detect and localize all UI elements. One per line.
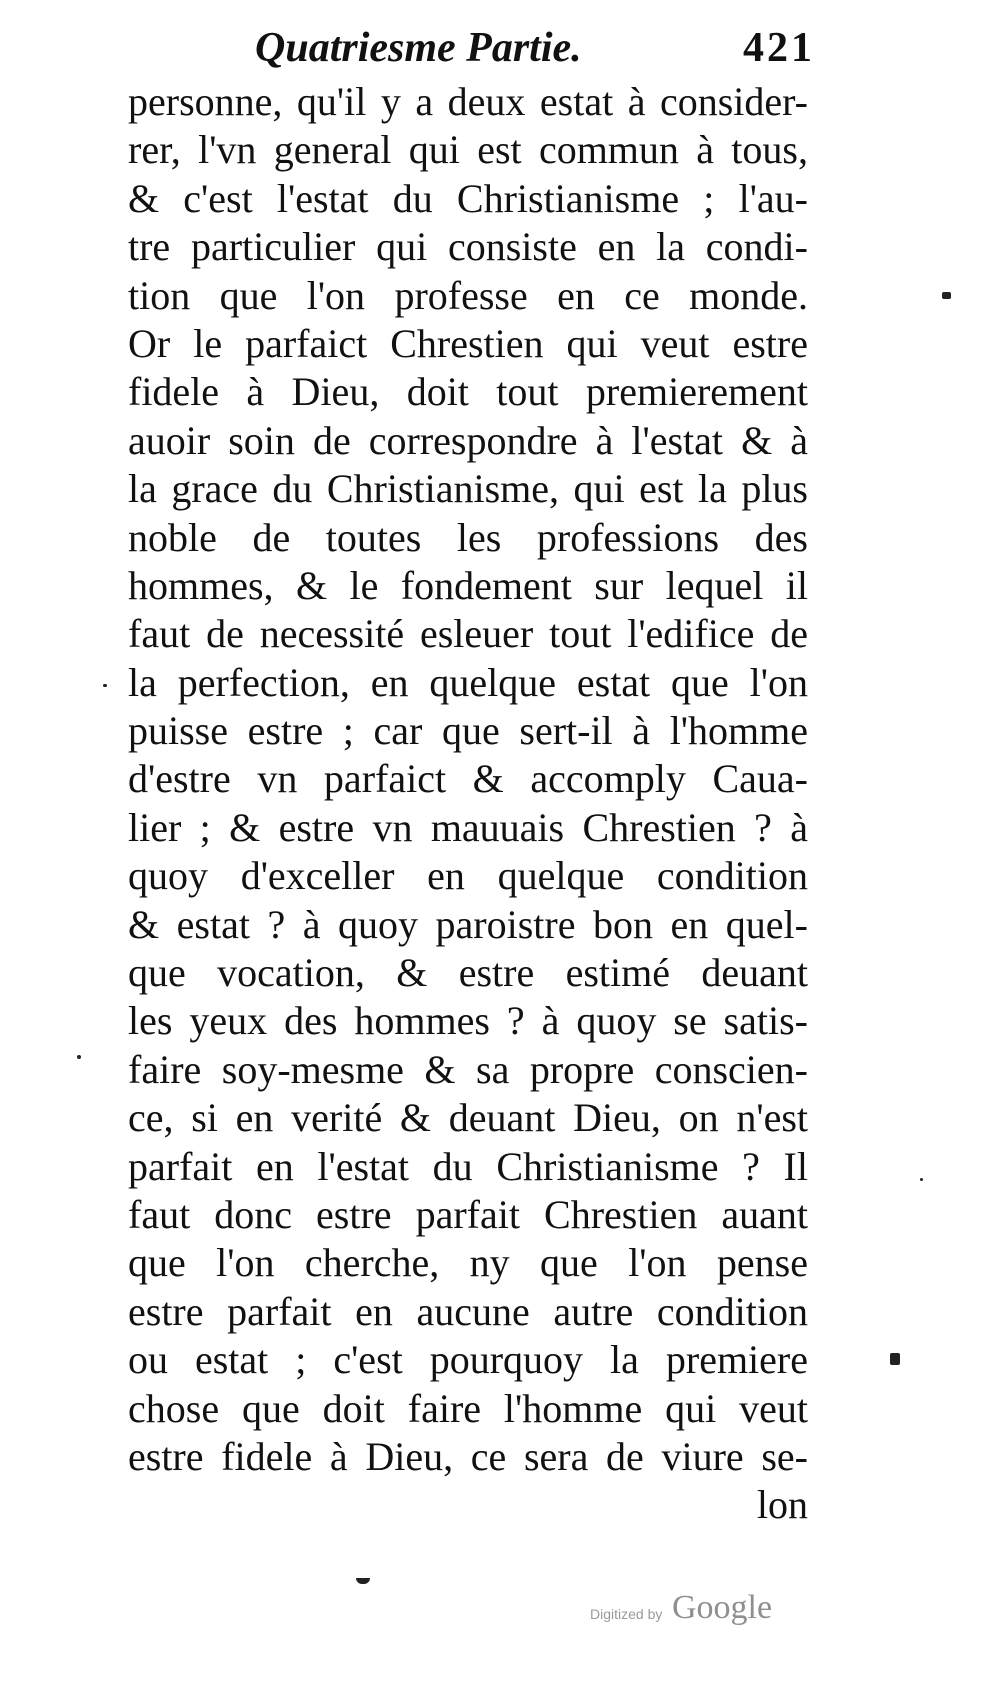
margin-speck	[890, 1353, 900, 1365]
text-line: puisse estre ; car que sert-il à l'homme	[128, 708, 808, 754]
text-line: parfait en l'estat du Christianisme ? Il	[128, 1143, 808, 1189]
text-line: tre particulier qui consiste en la condi-	[128, 224, 808, 270]
running-head-title: Quatriesme Partie.	[255, 25, 582, 71]
page-number: 421	[743, 25, 815, 71]
text-line: auoir soin de correspondre à l'estat & à	[128, 417, 808, 463]
text-line: que vocation, & estre estimé deuant	[128, 950, 808, 996]
text-line: & c'est l'estat du Christianisme ; l'au-	[128, 175, 808, 221]
text-line: hommes, & le fondement sur lequel il	[128, 562, 808, 608]
text-line: chose que doit faire l'homme qui veut	[128, 1385, 808, 1431]
text-line: faut de necessité esleuer tout l'edifice de	[128, 611, 808, 657]
catchword: lon	[756, 1482, 808, 1528]
text-line: lier ; & estre vn mauuais Chrestien ? à	[128, 804, 808, 850]
text-line: fidele à Dieu, doit tout premierement	[128, 369, 808, 415]
text-line: personne, qu'il y a deux estat à consider-	[128, 79, 808, 124]
text-line: ou estat ; c'est pourquoy la premiere	[128, 1337, 808, 1383]
text-line: estre fidele à Dieu, ce sera de viure se-	[128, 1433, 808, 1479]
digitized-by-label: Digitized by	[590, 1606, 663, 1622]
text-line: faut donc estre parfait Chrestien auant	[128, 1191, 808, 1237]
text-line: faire soy-mesme & sa propre conscien-	[128, 1046, 808, 1092]
text-line: la perfection, en quelque estat que l'on	[128, 659, 808, 705]
margin-speck	[77, 1055, 81, 1059]
text-line: rer, l'vn general qui est commun à tous,	[128, 127, 808, 173]
google-watermark	[590, 1588, 810, 1632]
text-line: Or le parfaict Chrestien qui veut estre	[128, 320, 808, 366]
text-line: les yeux des hommes ? à quoy se satis-	[128, 998, 808, 1044]
text-line: tion que l'on professe en ce monde.	[128, 272, 808, 318]
google-logo: Google	[672, 1589, 773, 1626]
binding-mark	[356, 1578, 370, 1584]
margin-speck	[920, 1178, 923, 1181]
body-text	[128, 78, 808, 1530]
text-line: ce, si en verité & deuant Dieu, on n'est	[128, 1095, 808, 1141]
text-line: & estat ? à quoy paroistre bon en quel-	[128, 901, 808, 947]
text-line: que l'on cherche, ny que l'on pense	[128, 1240, 808, 1286]
running-head	[255, 18, 815, 78]
text-line: d'estre vn parfaict & accomply Caua-	[128, 756, 808, 802]
text-line: quoy d'exceller en quelque condition	[128, 853, 808, 899]
text-line: noble de toutes les professions des	[128, 514, 808, 560]
margin-speck	[103, 684, 107, 687]
text-line: la grace du Christianisme, qui est la plus	[128, 466, 808, 512]
margin-speck	[942, 292, 951, 299]
text-line: estre parfait en aucune autre condition	[128, 1288, 808, 1334]
